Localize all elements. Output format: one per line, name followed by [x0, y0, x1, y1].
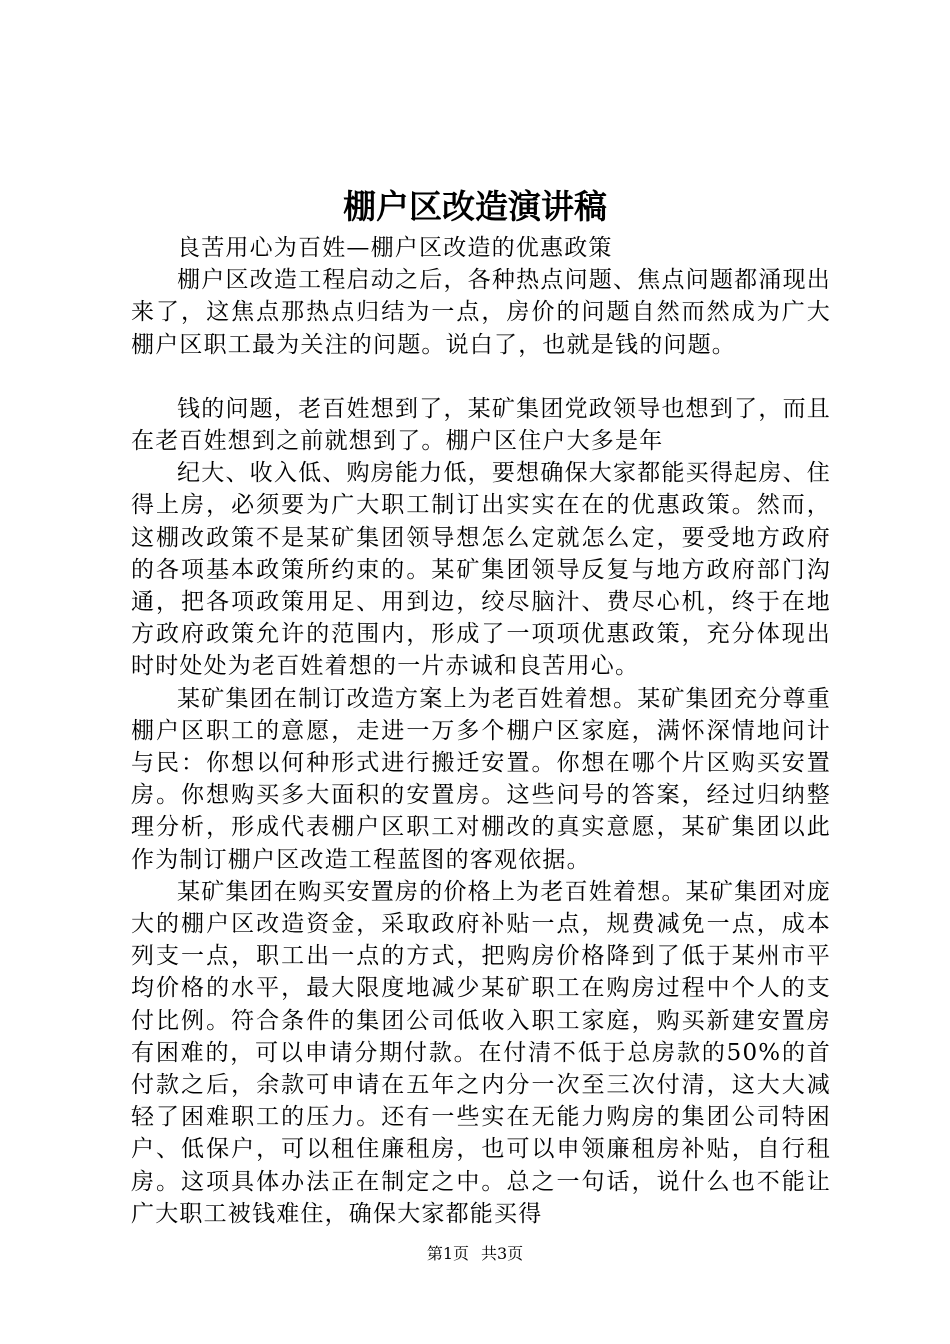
page-number: 第1页 — [426, 1244, 469, 1263]
document-title: 棚户区改造演讲稿 — [343, 187, 607, 226]
body-paragraph: 纪大、收入低、购房能力低，要想确保大家都能买得起房、住得上房，必须要为广大职工制订出实实在在的优惠政策。然而，这棚改政策不是某矿集团领导想怎么定就怎么定，要受地方政府的各项基本政策所约束的。某矿集团领导反复与地方政府部门沟通，把各项政策用足、用到边，绞尽脑汁、费尽心机，终于在地方政府政策允许的范围内，形成了一项项优惠政策，充分体现出时时处处为老百姓着想的一片赤诚和良苦用心。 — [131, 460, 831, 680]
body-paragraph: 棚户区改造工程启动之后，各种热点问题、焦点问题都涌现出来了，这焦点那热点归结为一点，房价的问题自然而然成为广大棚户区职工最为关注的问题。说白了，也就是钱的问题。 — [131, 267, 831, 358]
page-footer — [0, 1243, 950, 1265]
subtitle-paragraph: 良苦用心为百姓—棚户区改造的优惠政策 — [177, 235, 613, 261]
document-body — [131, 232, 831, 1230]
body-paragraph: 某矿集团在制订改造方案上为老百姓着想。某矿集团充分尊重棚户区职工的意愿，走进一万多个棚户区家庭，满怀深情地问计与民：你想以何种形式进行搬迁安置。你想在哪个片区购买安置房。你想购买多大面积的安置房。这些问号的答案，经过归纳整理分析，形成代表棚户区职工对棚改的真实意愿，某矿集团以此作为制订棚户区改造工程蓝图的客观依据。 — [131, 685, 831, 873]
body-paragraph: 钱的问题，老百姓想到了，某矿集团党政领导也想到了，而且在老百姓想到之前就想到了。棚户区住户大多是年 — [131, 395, 831, 455]
page-total: 共3页 — [481, 1244, 524, 1263]
body-paragraph: 某矿集团在购买安置房的价格上为老百姓着想。某矿集团对庞大的棚户区改造资金，采取政府补贴一点，规费减免一点，成本列支一点，职工出一点的方式，把购房价格降到了低于某州市平均价格的水平，最大限度地减少某矿职工在购房过程中个人的支付比例。符合条件的集团公司低收入职工家庭，购买新建安置房有困难的，可以申请分期付款。在付清不低于总房款的50%的首付款之后，余款可申请在五年之内分一次至三次付清，这大大减轻了困难职工的压力。还有一些实在无能力购房的集团公司特困户、低保户，可以租住廉租房，也可以申领廉租房补贴，自行租房。这项具体办法正在制定之中。总之一句话，说什么也不能让广大职工被钱难住，确保大家都能买得 — [131, 878, 831, 1227]
